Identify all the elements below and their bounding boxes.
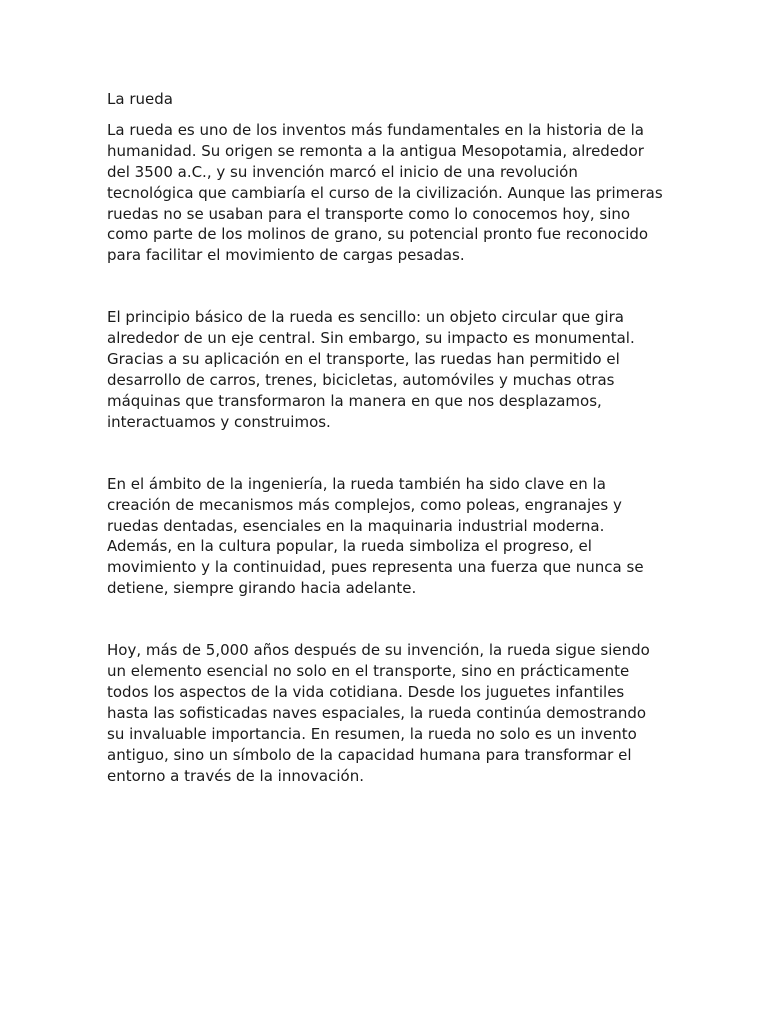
paragraph-4: Hoy, más de 5,000 años después de su invención, la rueda sigue siendo un elemento esencial no solo en el transporte, sino en prácticamente todos los aspectos de la vida cotidiana. Desde los juguetes infantiles hasta las sofisticadas naves espaciales, la rueda continúa demostrando su invaluable importancia. En resumen, la rueda no solo es un invento antiguo, sino un símbolo de la capacidad humana para transformar el entorno a través de la innovación. [107,641,650,785]
document-body [107,89,667,786]
paragraph-2: El principio básico de la rueda es sencillo: un objeto circular que gira alrededor de un eje central. Sin embargo, su impacto es monumental. Gracias a su aplicación en el transporte, las ruedas han permitido el desarrollo de carros, trenes, bicicletas, automóviles y muchas otras máquinas que transformaron la manera en que nos desplazamos, interactuamos y construimos. [107,308,635,431]
paragraph-3: En el ámbito de la ingeniería, la rueda también ha sido clave en la creación de mecanismos más complejos, como poleas, engranajes y ruedas dentadas, esenciales en la maquinaria industrial moderna. Además, en la cultura popular, la rueda simboliza el progreso, el movimiento y la continuidad, pues representa una fuerza que nunca se detiene, siempre girando hacia adelante. [107,474,644,598]
paragraph-1: La rueda es uno de los inventos más fundamentales en la historia de la humanidad. Su origen se remonta a la antigua Mesopotamia, alrededor del 3500 a.C., y su invención marcó el inicio de una revolución tecnológica que cambiaría el curso de la civilización. Aunque las primeras ruedas no se usaban para el transporte como lo conocemos hoy, sino como parte de los molinos de grano, su potencial pronto fue reconocido para facilitar el movimiento de cargas pesadas. [107,120,663,265]
document-title: La rueda [107,90,173,108]
